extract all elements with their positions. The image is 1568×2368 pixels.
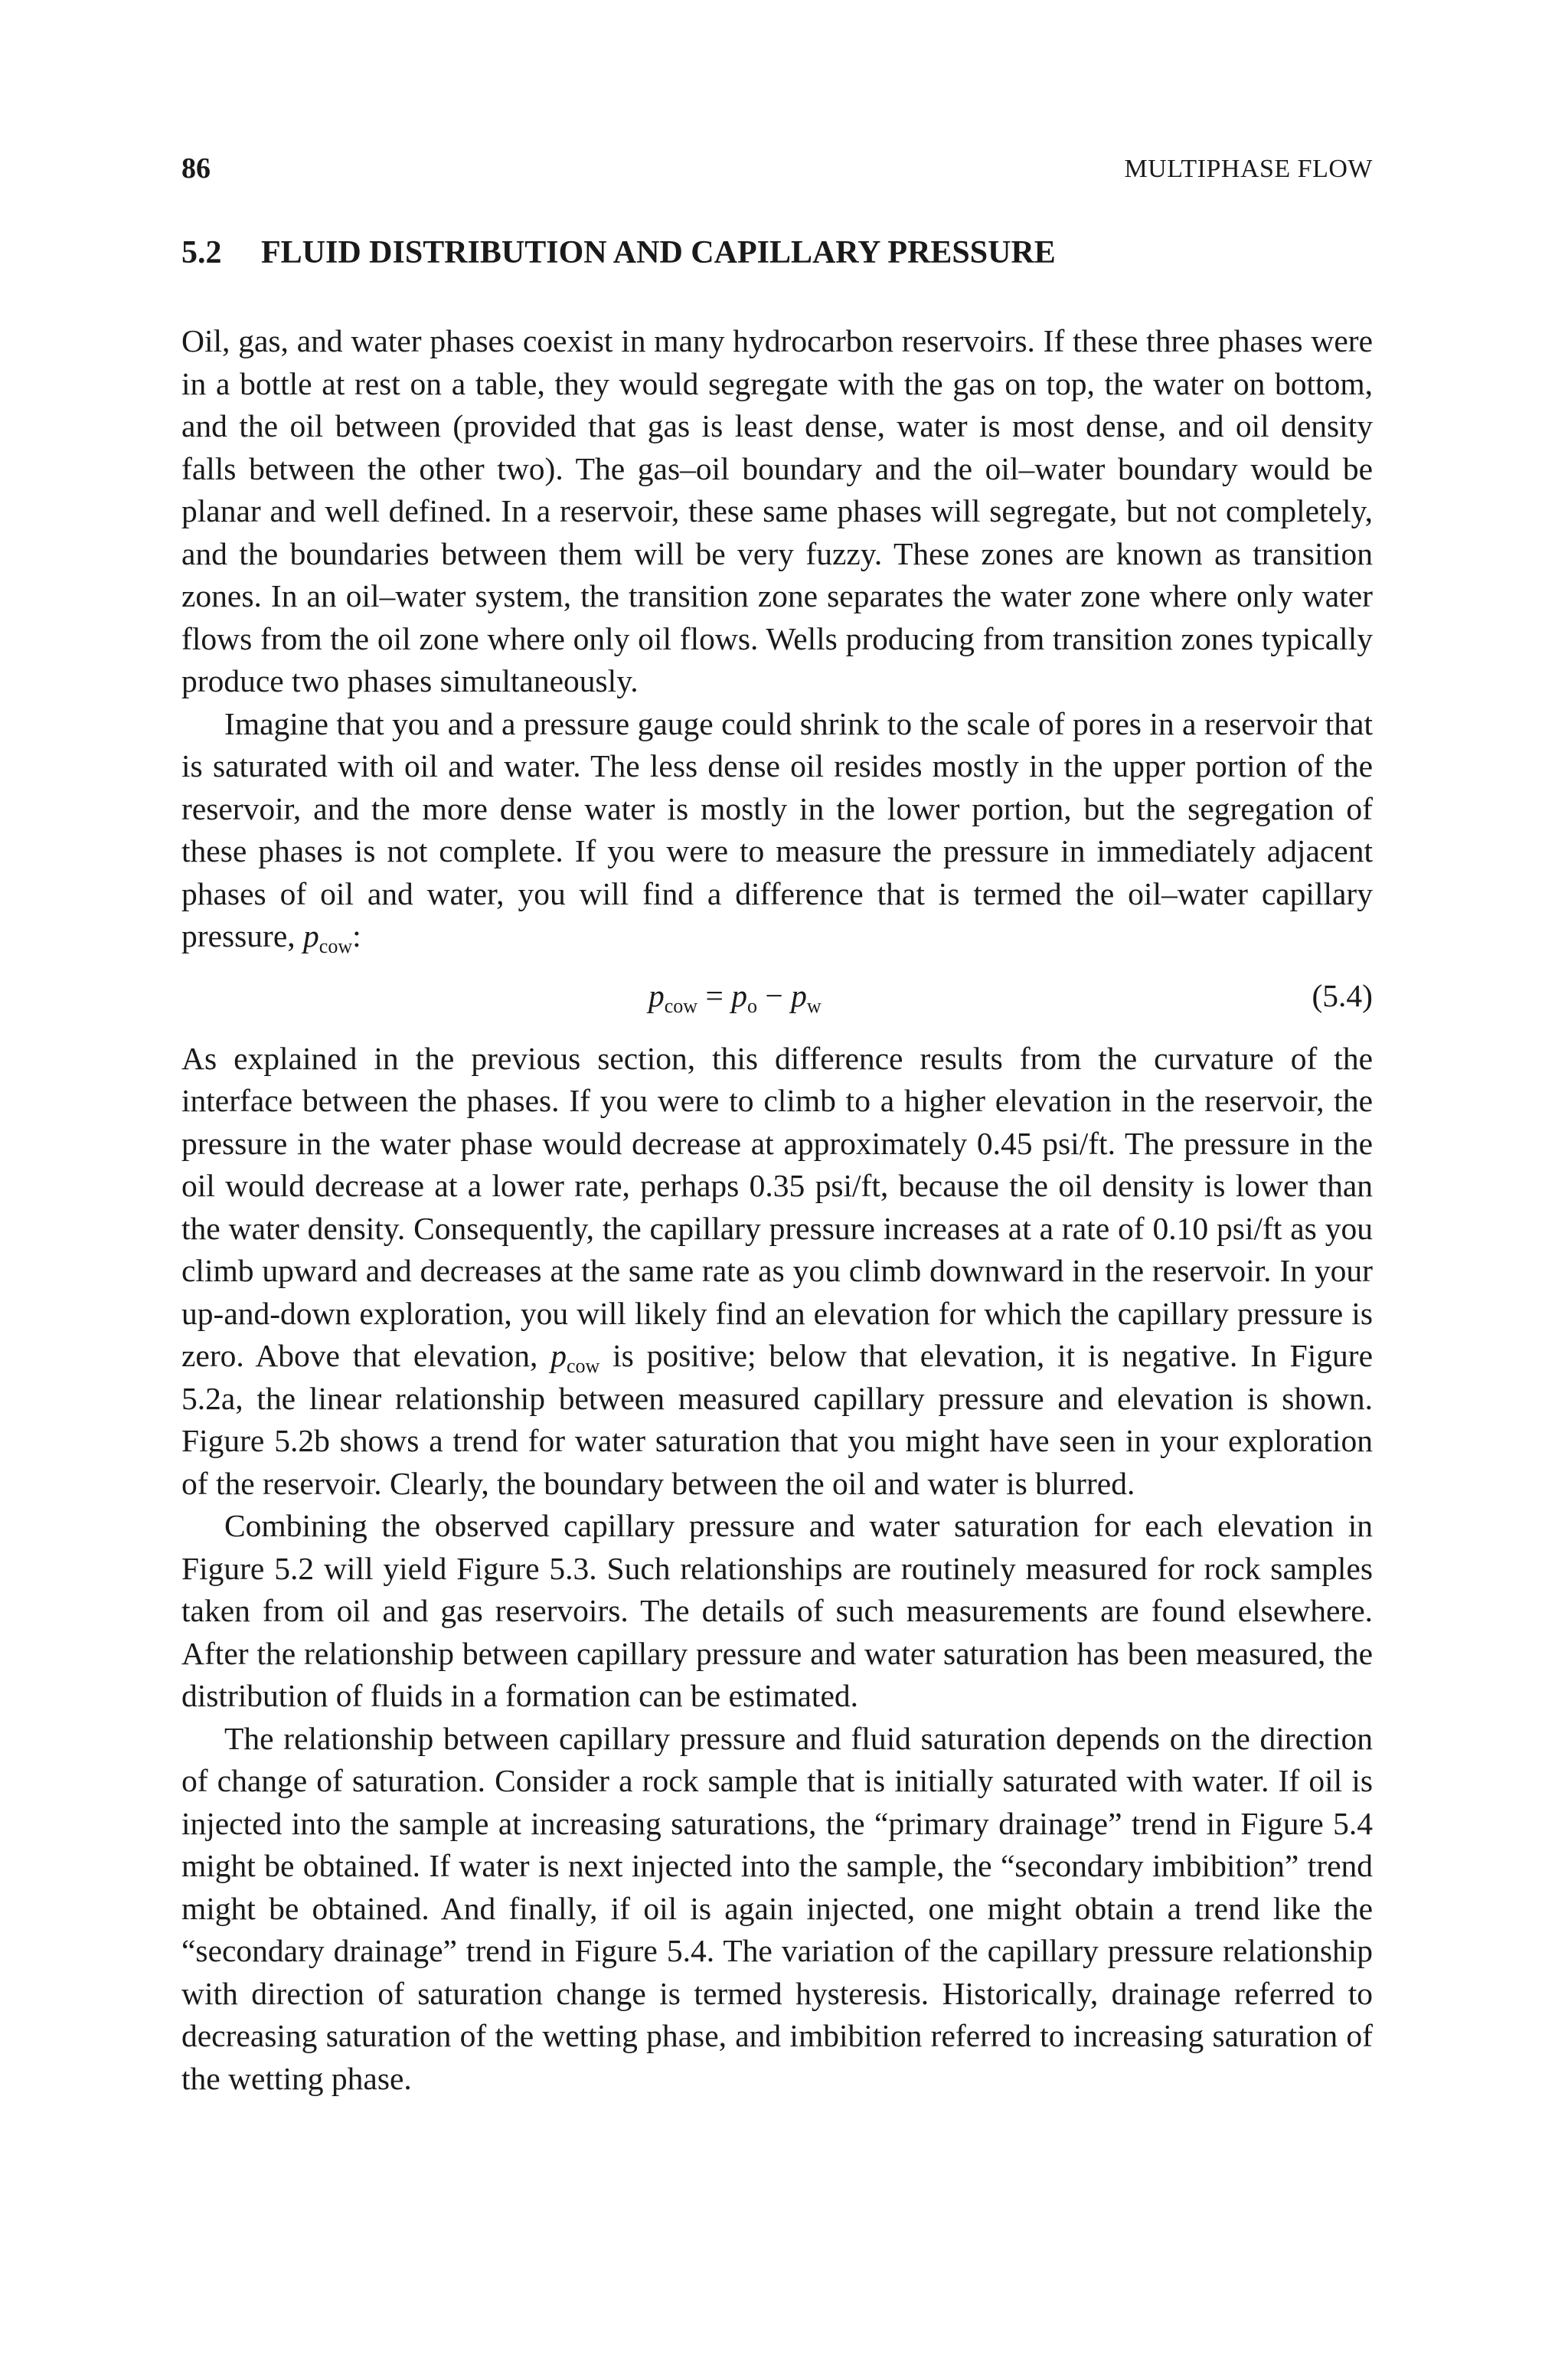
section-heading [181,234,1056,271]
equation-expression [648,975,822,1018]
section-title: FLUID DISTRIBUTION AND CAPILLARY PRESSURE [261,235,1056,270]
running-head [181,152,1373,190]
eq-lhs-symbol: p [648,977,665,1013]
symbol-p: p [303,918,319,953]
page-number: 86 [181,152,211,185]
paragraph-2-text: Imagine that you and a pressure gauge could shrink to the scale of pores in a reservoir that is saturated with oil and water. The less dense oil resides mostly in the upper portion of the reservoir, and the more dense water is mostly in the lower portion, but the segregation of these phases is not complete. If you were to measure the pressure in immediately adjacent phases of oil and water, you will find a difference that is termed the oil–water capillary pressure, [181,705,1373,953]
paragraph-1: Oil, gas, and water phases coexist in many hydrocarbon reservoirs. If these three phases were in a bottle at rest on a table, they would segregate with the gas on top, the water on bottom, and the oil between (provided that gas is least dense, water is most dense, and oil density falls between the other two). The gas–oil boundary and the oil–water boundary would be planar and well defined. In a reservoir, these same phases will segregate, but not completely, and the boundaries between them will be very fuzzy. These zones are known as transition zones. In an oil–water system, the transition zone separates the water zone where only water flows from the oil zone where only oil flows. Wells producing from transition zones typically produce two phases simultaneously. [181,323,1373,698]
eq-term1-subscript: o [746,994,757,1017]
paragraph-5: The relationship between capillary pressure and fluid saturation depends on the direction of change of saturation. Consider a rock sample that is initially saturated with water. If oil is injected into the sample at increasing saturations, the “primary drainage” trend in Figure 5.4 might be obtained. If water is next injected into the sample, the “secondary imbibition” trend might be obtained. And finally, if oil is again injected, one might obtain a trend like the “secondary drainage” trend in Figure 5.4. The variation of the capillary pressure relationship with direction of saturation change is termed hysteresis. Historically, drainage referred to decreasing saturation of the wetting phase, and imbibition referred to increasing saturation of the wetting phase. [181,1720,1373,2096]
running-title: MULTIPHASE FLOW [1124,155,1373,183]
paragraph-3-text-a: As explained in the previous section, this difference results from the curvature of the interface between the phases. If you were to climb to a higher elevation in the reservoir, the pressure in the water phase would decrease at approximately 0.45 psi/ft. The pressure in the oil would decrease at a lower rate, perhaps 0.35 psi/ft, because the oil density is lower than the water density. Consequently, the capillary pressure increases at a rate of 0.10 psi/ft as you climb upward and decreases at the same rate as you climb downward in the reservoir. In your up-and-down exploration, you will likely find an elevation for which the capillary pressure is zero. Above that elevation, [181,1040,1373,1373]
paragraph-4: Combining the observed capillary pressure and water saturation for each elevation in Figure 5.2 will yield Figure 5.3. Such relationships are routinely measured for rock samples taken from oil and gas reservoirs. The details of such measurements are found elsewhere. After the relationship between capillary pressure and water saturation has been measured, the distribution of fluids in a formation can be estimated. [181,1508,1373,1713]
subscript-cow: cow [318,935,353,957]
body-text [181,320,1373,2100]
eq-lhs-subscript: cow [664,994,698,1017]
eq-term1-symbol: p [731,977,747,1013]
section-number: 5.2 [181,235,222,270]
subscript-cow: cow [566,1355,600,1377]
eq-equals-sign: = [697,977,732,1013]
paragraph-2-end: : [352,918,361,953]
paragraph-3 [181,1038,1373,1506]
eq-term2-symbol: p [791,977,807,1013]
equation-number: (5.4) [1312,977,1373,1013]
paragraph-3-text-b: is positive; below that elevation, it is negative. In Figure 5.2a, the linear relationship between measured capillary pressure and elevation is shown. Figure 5.2b shows a trend for water saturation that you might have seen in your exploration of the reservoir. Clearly, the boundary between the oil and water is blurred. [181,1338,1373,1501]
symbol-p: p [550,1338,567,1373]
eq-term2-subscript: w [806,994,822,1017]
eq-minus-sign: − [756,977,792,1013]
paragraph-2 [181,703,1373,958]
equation-5-4 [181,958,1373,1038]
